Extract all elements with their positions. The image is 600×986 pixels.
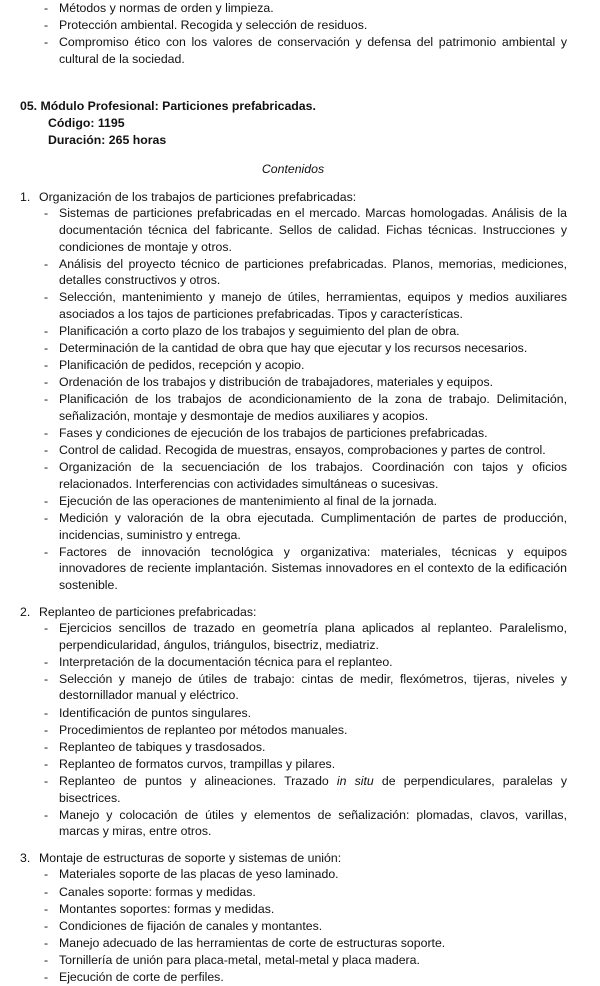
dash-bullet: - <box>44 358 49 373</box>
module-title: 05. Módulo Profesional: Particiones prefabricadas. <box>20 99 316 114</box>
section-title: 2. Replanteo de particiones prefabricadas: <box>20 604 257 619</box>
dash-bullet: - <box>44 654 49 669</box>
list-item: - Ejercicios sencillos de trazado en geometría plana aplicados al replanteo. Paralelismo, perpendicularidad, ángulos, triángulos, bisectriz, mediatriz. <box>44 621 567 652</box>
dash-bullet: - <box>44 460 49 475</box>
list-item: - Replanteo de puntos y alineaciones. Trazado in situ de perpendiculares, paralelas y bisectrices. <box>44 773 567 805</box>
module-duration: Duración: 265 horas <box>48 132 167 147</box>
list-item: - Manejo adecuado de las herramientas de corte de estructuras soporte. <box>44 935 446 950</box>
dash-bullet: - <box>44 493 49 508</box>
dash-bullet: - <box>44 969 49 984</box>
dash-bullet: - <box>44 206 49 221</box>
dash-bullet: - <box>44 918 49 933</box>
dash-bullet: - <box>44 392 49 407</box>
list-item: - Planificación de pedidos, recepción y acopio. <box>44 358 305 373</box>
list-item: - Selección y manejo de útiles de trabajo: cintas de medir, flexómetros, tijeras, niveles y destornillador manual y eléctrico. <box>44 671 567 703</box>
dash-bullet: - <box>44 290 49 305</box>
list-item: - Métodos y normas de orden y limpieza. <box>44 1 274 15</box>
dash-bullet: - <box>44 544 49 559</box>
list-item: - Medición y valoración de la obra ejecutada. Cumplimentación de partes de producción, incidencias, suministro y entrega. <box>44 511 567 542</box>
section-3 <box>0 850 600 986</box>
dash-bullet: - <box>44 35 49 50</box>
dash-bullet: - <box>44 884 49 899</box>
list-item: - Replanteo de tabiques y trasdosados. <box>44 739 266 754</box>
dash-bullet: - <box>44 671 49 686</box>
dash-bullet: - <box>44 18 49 33</box>
list-item: - Materiales soporte de las placas de yeso laminado. <box>44 867 339 882</box>
dash-bullet: - <box>44 511 49 526</box>
module-code: Código: 1195 <box>48 115 125 130</box>
section-items <box>0 620 600 840</box>
list-item: - Procedimientos de replanteo por métodos manuales. <box>44 722 348 737</box>
section-number: 3. <box>20 850 31 865</box>
list-item: - Ejecución de las operaciones de mantenimiento al final de la jornada. <box>44 493 438 508</box>
section-2 <box>0 604 600 840</box>
dash-bullet: - <box>44 375 49 390</box>
contents-heading: Contenidos <box>261 162 325 177</box>
list-item: - Organización de la secuenciación de los trabajos. Coordinación con tajos y oficios relacionados. Interferencias con actividades simultáneas o sucesivas. <box>44 460 567 491</box>
dash-bullet: - <box>44 952 49 967</box>
section-title: 1. Organización de los trabajos de particiones prefabricadas: <box>20 189 357 204</box>
list-item: - Protección ambiental. Recogida y selección de residuos. <box>44 18 368 33</box>
list-item: - Tornillería de unión para placa-metal, metal-metal y placa madera. <box>44 952 420 967</box>
dash-bullet: - <box>44 341 49 356</box>
list-item: - Planificación a corto plazo de los trabajos y seguimiento del plan de obra. <box>44 324 460 338</box>
dash-bullet: - <box>44 867 49 882</box>
module-header <box>0 98 600 148</box>
dash-bullet: - <box>44 443 49 458</box>
section-number: 2. <box>20 604 31 619</box>
dash-bullet: - <box>44 256 49 271</box>
dash-bullet: - <box>44 705 49 720</box>
dash-bullet: - <box>44 1 49 15</box>
list-item: - Selección, mantenimiento y manejo de útiles, herramientas, equipos y medios auxiliares asociados a los tajos de particiones prefabricadas. Tipos y características. <box>44 290 567 321</box>
list-item: - Sistemas de particiones prefabricadas en el mercado. Marcas homologadas. Análisis de la documentación técnica del fabricante. Sellos de calidad. Fichas técnicas. Instrucciones y condiciones de montaje y otros. <box>44 206 567 254</box>
list-item: - Compromiso ético con los valores de conservación y defensa del patrimonio ambiental y cultural de la sociedad. <box>44 35 567 66</box>
dash-bullet: - <box>44 324 49 338</box>
list-item: - Replanteo de formatos curvos, trampillas y pilares. <box>44 756 336 771</box>
dash-bullet: - <box>44 935 49 950</box>
list-item: - Fases y condiciones de ejecución de los trabajos de particiones prefabricadas. <box>44 426 488 441</box>
list-item: - Condiciones de fijación de canales y montantes. <box>44 918 323 933</box>
dash-bullet: - <box>44 807 49 822</box>
list-item: - Determinación de la cantidad de obra que hay que ejecutar y los recursos necesarios. <box>44 341 528 356</box>
section-items <box>0 205 600 593</box>
dash-bullet: - <box>44 773 49 788</box>
list-item: - Factores de innovación tecnológica y organizativa: materiales, técnicas y equipos innovadores de reciente implantación. Sistemas innovadores en el contexto de la edificación sostenible. <box>44 544 567 592</box>
list-item: - Interpretación de la documentación técnica para el replanteo. <box>44 654 393 669</box>
list-item: - Ordenación de los trabajos y distribución de trabajadores, materiales y equipos. <box>44 375 494 390</box>
dash-bullet: - <box>44 722 49 737</box>
intro-list <box>0 0 600 67</box>
dash-bullet: - <box>44 739 49 754</box>
list-item: - Montantes soportes: formas y medidas. <box>44 901 275 916</box>
list-item: - Ejecución de corte de perfiles. <box>44 969 224 984</box>
dash-bullet: - <box>44 621 49 636</box>
list-item: - Identificación de puntos singulares. <box>44 705 252 720</box>
dash-bullet: - <box>44 901 49 916</box>
list-item: - Planificación de los trabajos de acondicionamiento de la zona de trabajo. Delimitación, señalización, montaje y desmontaje de medios auxiliares y acopios. <box>44 392 567 423</box>
section-number: 1. <box>20 189 31 204</box>
section-1 <box>0 189 600 594</box>
list-item: - Control de calidad. Recogida de muestras, ensayos, comprobaciones y partes de control. <box>44 443 546 458</box>
list-item: - Canales soporte: formas y medidas. <box>44 884 256 899</box>
dash-bullet: - <box>44 756 49 771</box>
list-item: - Manejo y colocación de útiles y elementos de señalización: plomadas, clavos, varillas, marcas y miras, entre otros. <box>44 807 567 839</box>
section-title: 3. Montaje de estructuras de soporte y sistemas de unión: <box>20 850 342 865</box>
list-item: - Análisis del proyecto técnico de particiones prefabricadas. Planos, memorias, mediciones, detalles constructivos y otros. <box>44 256 567 288</box>
dash-bullet: - <box>44 426 49 441</box>
